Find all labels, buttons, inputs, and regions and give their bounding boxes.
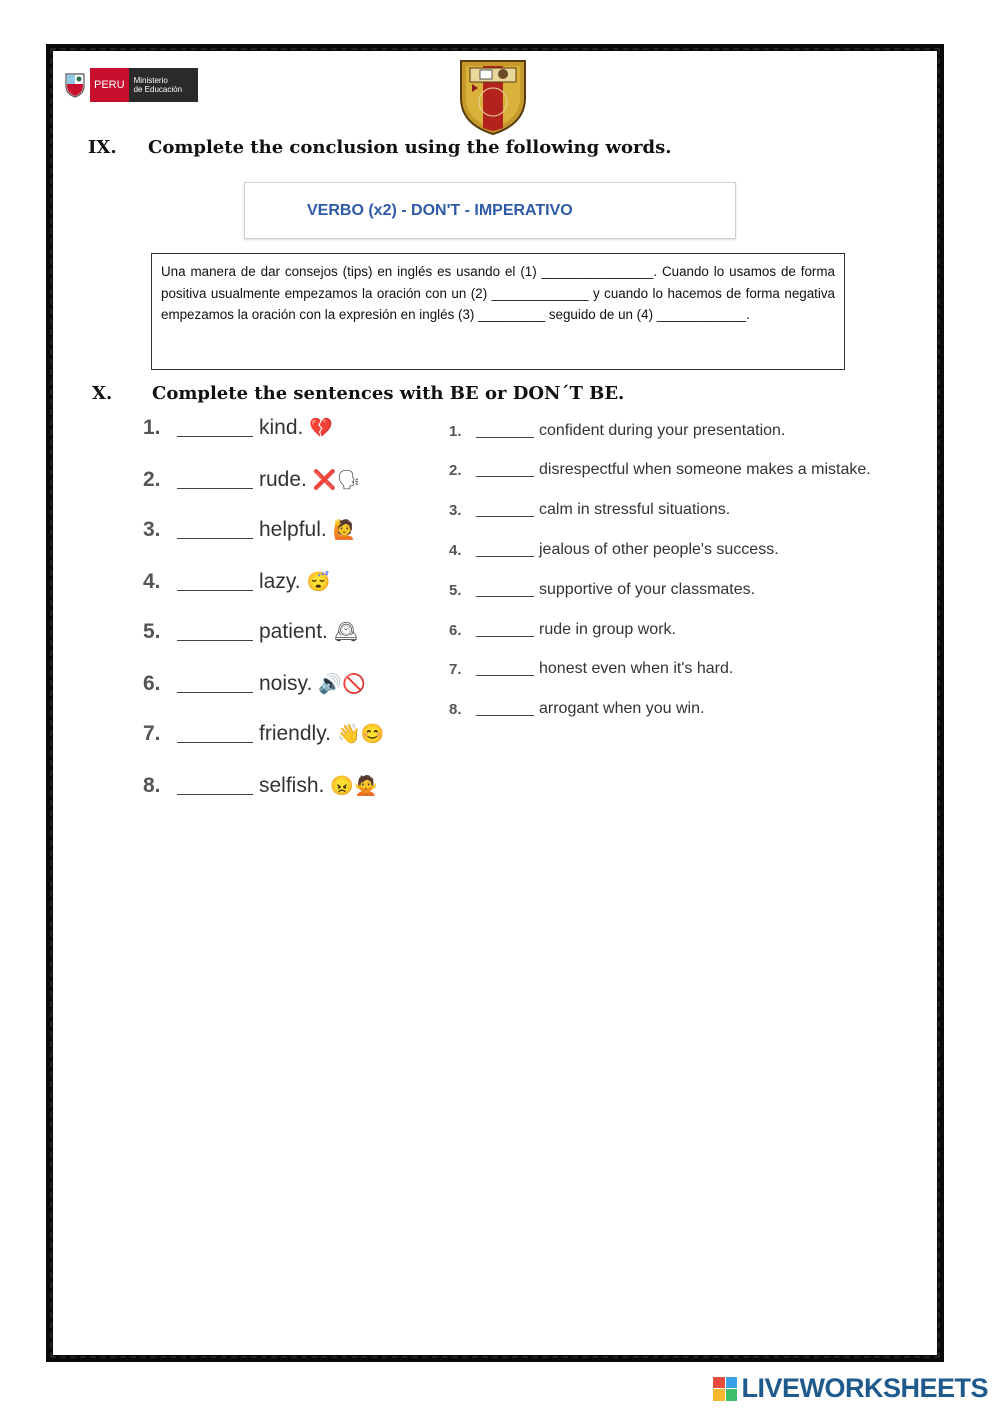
right-sentence-7: 7. honest even when it's hard. xyxy=(449,660,734,678)
answer-blank[interactable] xyxy=(476,663,534,676)
sleeping-face-icon: 😴 xyxy=(306,572,331,593)
left-sentence-4: 4. lazy. 😴 xyxy=(143,570,331,593)
section-x-heading: X. Complete the sentences with BE or DON´T BE. xyxy=(92,383,625,404)
clock-icon: 🕰 xyxy=(333,622,359,643)
right-sentence-3: 3. calm in stressful situations. xyxy=(449,501,731,519)
school-crest-icon xyxy=(458,58,528,136)
right-sentence-1: 1. confident during your presentation. xyxy=(449,422,786,440)
left-sentence-3: 3. helpful. 🙋 xyxy=(143,518,357,541)
answer-blank[interactable] xyxy=(476,504,534,517)
waving-smile-icon: 👋😊 xyxy=(336,724,385,745)
answer-blank[interactable] xyxy=(177,624,253,641)
country-label: PERU xyxy=(90,68,129,102)
left-sentence-2: 2. rude. ❌🗣 xyxy=(143,468,361,491)
liveworksheets-logo-icon xyxy=(713,1377,737,1401)
left-sentence-1: 1. kind. 💔 xyxy=(143,416,334,439)
left-sentence-5: 5. patient. 🕰 xyxy=(143,620,359,643)
section-ix-title: Complete the conclusion using the following words. xyxy=(148,137,672,158)
answer-blank[interactable] xyxy=(177,726,253,743)
left-sentence-8: 8. selfish. 😠🙅 xyxy=(143,774,378,797)
answer-blank[interactable] xyxy=(476,544,534,557)
right-sentence-5: 5. supportive of your classmates. xyxy=(449,581,756,599)
left-sentence-7: 7. friendly. 👋😊 xyxy=(143,722,385,745)
ministry-label: Ministerio de Educación xyxy=(133,76,183,94)
conclusion-box xyxy=(151,253,845,370)
word-bank xyxy=(244,182,736,239)
heart-icon: 💔 xyxy=(309,418,334,439)
speaker-prohibited-icon: 🔊🚫 xyxy=(318,674,366,695)
conclusion-text: Una manera de dar consejos (tips) en inglés es usando el (1) _______________. Cuando lo usamos de forma positiva usualmente empezamos la oración con un (2) _____________ y cuando lo hacemos de forma negativa empezamos la oración con la expresión en inglés (3) _________ seguido de un (4) ____________. xyxy=(161,264,835,322)
liveworksheets-brand: LIVEWORKSHEETS xyxy=(741,1373,988,1403)
right-sentence-6: 6. rude in group work. xyxy=(449,621,676,639)
right-sentence-2: 2. disrespectful when someone makes a mistake. xyxy=(449,461,871,479)
right-sentence-4: 4. jealous of other people's success. xyxy=(449,541,779,559)
answer-blank[interactable] xyxy=(177,676,253,693)
answer-blank[interactable] xyxy=(177,778,253,795)
ministry-logo xyxy=(60,68,198,102)
answer-blank[interactable] xyxy=(177,472,253,489)
cross-speaking-icon: ❌🗣 xyxy=(312,470,361,491)
raising-hand-icon: 🙋 xyxy=(332,520,357,541)
right-sentence-8: 8. arrogant when you win. xyxy=(449,700,705,718)
answer-blank[interactable] xyxy=(476,464,534,477)
word-bank-text: VERBO (x2) - DON'T - IMPERATIVO xyxy=(307,201,573,219)
answer-blank[interactable] xyxy=(476,624,534,637)
answer-blank[interactable] xyxy=(177,574,253,591)
answer-blank[interactable] xyxy=(177,522,253,539)
answer-blank[interactable] xyxy=(476,584,534,597)
answer-blank[interactable] xyxy=(177,420,253,437)
section-x-title: Complete the sentences with BE or DON´T BE. xyxy=(152,383,625,404)
answer-blank[interactable] xyxy=(476,425,534,438)
answer-blank[interactable] xyxy=(476,703,534,716)
left-sentence-6: 6. noisy. 🔊🚫 xyxy=(143,672,366,695)
section-ix-heading: IX. Complete the conclusion using the following words. xyxy=(88,137,672,158)
angry-refusing-icon: 😠🙅 xyxy=(330,776,378,797)
liveworksheets-footer xyxy=(713,1373,988,1404)
peru-shield-icon xyxy=(60,68,90,102)
